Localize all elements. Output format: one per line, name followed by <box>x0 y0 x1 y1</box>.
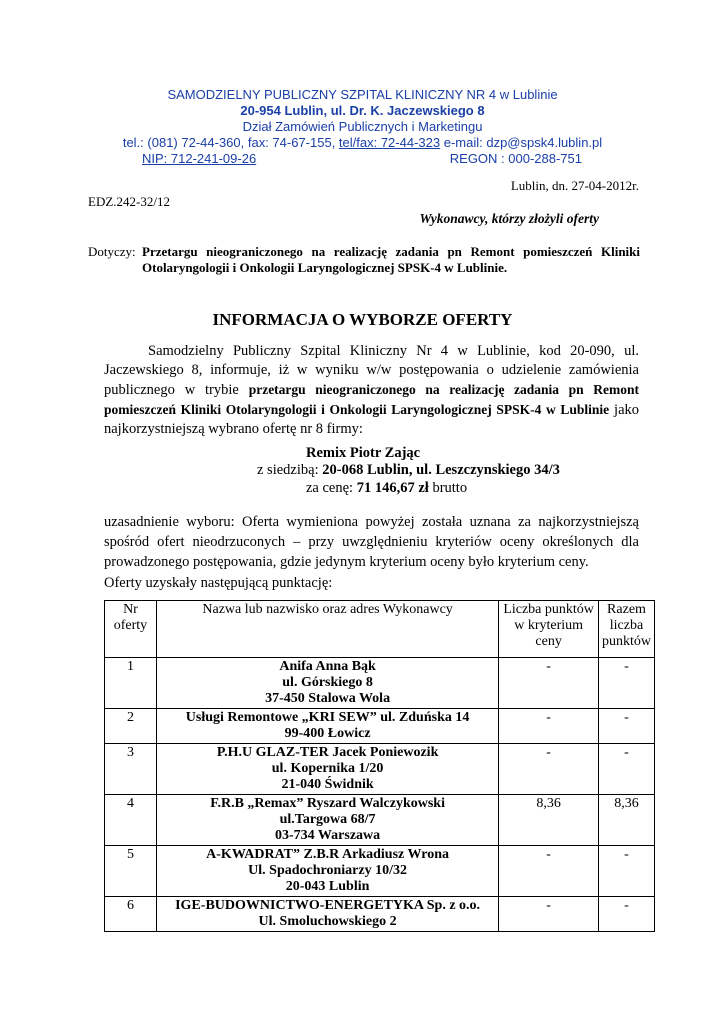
row-nr: 4 <box>105 795 157 846</box>
row-total: - <box>598 709 654 744</box>
row-total: - <box>598 846 654 897</box>
results-table <box>104 600 655 932</box>
table-row <box>105 658 655 709</box>
contractor-line: Ul. Spadochroniarzy 10/32 <box>248 863 407 878</box>
subject-line-1: Przetargu nieograniczonego na realizację zadania pn Remont pomieszczeń Kliniki <box>142 244 640 259</box>
justification-paragraph: uzasadnienie wyboru: Oferta wymieniona powyżej została uznana za najkorzystniejszą spośród ofert nieodrzuconych – przy uwzględnieniu kryteriów oceny określonych dla prowadzonego postępowania, gdzie jedynym kryterium oceny było kryterium ceny. <box>104 514 639 570</box>
header-points: Liczba punktów w kryterium ceny <box>499 601 599 658</box>
letter-date: Lublin, dn. 27-04-2012r. <box>510 178 639 193</box>
contractor-line: 03-734 Warszawa <box>275 828 381 843</box>
price-label: za cenę: <box>306 480 357 496</box>
contractor-line: F.R.B „Remax” Ryszard Walczykowski <box>210 796 445 811</box>
intro-bold: przetargu nieograniczonego na realizację zadania pn Remont pomieszczeń Kliniki Otolaryngologii i Onkologii Laryngologicznej SPSK-4 w Lublinie <box>104 382 639 417</box>
nip-regon-line <box>142 150 582 167</box>
addressee: Wykonawcy, którzy złożyli oferty <box>419 211 599 226</box>
contractor-line: Usługi Remontowe „KRI SEW” ul. Zduńska 14 <box>185 710 470 725</box>
row-contractor <box>156 897 498 932</box>
contractor-line: 99-400 Łowicz <box>284 726 371 741</box>
seat-label: z siedzibą: <box>257 462 323 478</box>
intro-text-2: jako najkorzystniejszą wybrano ofertę nr 8 firmy: <box>104 402 640 437</box>
regon: REGON : 000-288-751 <box>449 151 582 166</box>
contractor-line: 37-450 Stalowa Wola <box>265 691 391 706</box>
subject-label: Dotyczy: <box>88 244 136 259</box>
header-name: Nazwa lub nazwisko oraz adres Wykonawcy <box>156 601 498 658</box>
row-points: 8,36 <box>499 795 599 846</box>
row-points: - <box>499 897 599 932</box>
header-total: Razem liczba punktów <box>598 601 654 658</box>
table-header-row <box>105 601 655 658</box>
row-points: - <box>499 658 599 709</box>
department-name: Dział Zamówień Publicznych i Marketingu <box>242 119 483 134</box>
intro-paragraph <box>104 342 639 439</box>
hospital-address: 20-954 Lublin, ul. Dr. K. Jaczewskiego 8 <box>240 103 485 118</box>
row-contractor <box>156 709 498 744</box>
row-points: - <box>499 846 599 897</box>
points-intro: Oferty uzyskały następującą punktację: <box>104 575 333 591</box>
row-points: - <box>499 744 599 795</box>
contractor-line: 20-043 Lublin <box>285 879 370 894</box>
row-contractor <box>156 795 498 846</box>
table-row <box>105 709 655 744</box>
email[interactable]: e-mail: dzp@spsk4.lublin.pl <box>440 135 603 150</box>
contractor-line: IGE-BUDOWNICTWO-ENERGETYKA Sp. z o.o. <box>175 898 481 913</box>
table-row <box>105 846 655 897</box>
price-value: 71 146,67 zł <box>356 480 429 496</box>
row-nr: 3 <box>105 744 157 795</box>
row-total: - <box>598 658 654 709</box>
hospital-name: SAMODZIELNY PUBLICZNY SZPITAL KLINICZNY NR 4 w Lublinie <box>167 87 558 102</box>
page-title: INFORMACJA O WYBORZE OFERTY <box>212 310 513 329</box>
contractor-line: 21-040 Świdnik <box>281 777 374 792</box>
reference-number: EDZ.242-32/12 <box>88 194 170 209</box>
contractor-line: A-KWADRAT” Z.B.R Arkadiusz Wrona <box>206 847 449 862</box>
intro-text: Samodzielny Publiczny Szpital Kliniczny Nr 4 w Lublinie, kod 20-090, ul. Jaczewskiego 8, informuje, iż w wyniku w/w postępowania o udzielenie zamówienia publicznego w trybie <box>104 343 639 398</box>
header-nr: Nr oferty <box>105 601 157 658</box>
row-nr: 5 <box>105 846 157 897</box>
contractor-line: P.H.U GLAZ-TER Jacek Poniewozik <box>216 745 439 760</box>
winner-seat <box>257 462 560 478</box>
contractor-line: ul. Górskiego 8 <box>282 675 373 690</box>
row-contractor <box>156 744 498 795</box>
contractor-line: ul. Kopernika 1/20 <box>271 761 384 776</box>
contractor-line: ul.Targowa 68/7 <box>279 812 376 827</box>
winner-name: Remix Piotr Zając <box>306 445 421 461</box>
contact-line <box>0 134 725 151</box>
row-contractor <box>156 846 498 897</box>
row-nr: 2 <box>105 709 157 744</box>
row-points: - <box>499 709 599 744</box>
price-suffix: brutto <box>428 480 468 496</box>
contractor-line: Anifa Anna Bąk <box>279 659 376 674</box>
winner-price <box>306 480 467 496</box>
row-total: - <box>598 897 654 932</box>
row-nr: 6 <box>105 897 157 932</box>
phone-fax: tel.: (081) 72-44-360, fax: 74-67-155, <box>122 135 339 150</box>
contractor-line: Ul. Smoluchowskiego 2 <box>258 914 397 929</box>
table-row <box>105 897 655 932</box>
tel-fax: tel/fax: 72-44-323 <box>338 135 441 150</box>
row-total: - <box>598 744 654 795</box>
nip: NIP: 712-241-09-26 <box>142 151 257 166</box>
table-row <box>105 744 655 795</box>
row-total: 8,36 <box>598 795 654 846</box>
subject-line-2: Otolaryngologii i Onkologii Laryngologicznej SPSK-4 w Lublinie. <box>142 260 508 275</box>
row-contractor <box>156 658 498 709</box>
seat-address: 20-068 Lublin, ul. Leszczynskiego 34/3 <box>322 462 560 478</box>
table-row <box>105 795 655 846</box>
row-nr: 1 <box>105 658 157 709</box>
